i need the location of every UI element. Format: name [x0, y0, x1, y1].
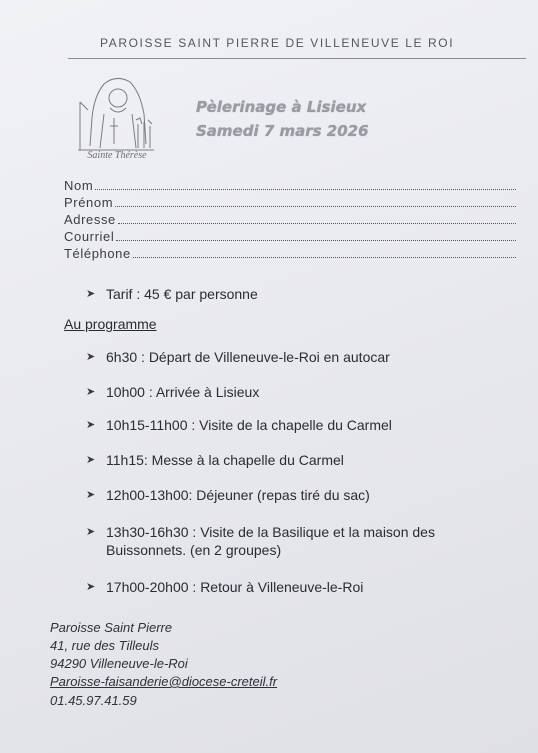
contact-phone: 01.45.97.41.59 [50, 693, 137, 708]
contact-name: Paroisse Saint Pierre [50, 620, 173, 635]
field-label: Nom [64, 178, 94, 193]
programme-text: 10h00 : Arrivée à Lisieux [106, 384, 260, 400]
field-label: Adresse [64, 212, 116, 227]
tarif-text: Tarif : 45 € par personne [106, 286, 258, 302]
header-divider [68, 58, 526, 59]
form-field-nom[interactable] [64, 176, 516, 193]
programme-text: 13h30-16h30 : Visite de la Basilique et la maison des Buissonnets. (en 2 groupes) [106, 524, 435, 558]
form-field-telephone[interactable] [64, 244, 516, 261]
programme-text: 11h15: Messe à la chapelle du Carmel [106, 452, 344, 468]
programme-text: 12h00-13h00: Déjeuner (repas tiré du sac) [106, 487, 370, 503]
dotted-line [118, 222, 516, 224]
programme-heading: Au programme [64, 316, 157, 332]
arrow-bullet-icon: ➤ [86, 419, 96, 431]
form-field-courriel[interactable] [64, 227, 516, 244]
programme-text: 17h00-20h00 : Retour à Villeneuve-le-Roi [106, 579, 364, 595]
field-label: Courriel [64, 229, 115, 244]
field-label: Téléphone [64, 246, 131, 261]
event-date: Samedi 7 mars 2026 [196, 122, 369, 140]
form-field-prenom[interactable] [64, 193, 516, 210]
field-label: Prénom [64, 195, 114, 210]
arrow-bullet-icon: ➤ [86, 581, 96, 593]
arrow-bullet-icon: ➤ [86, 489, 96, 501]
arrow-bullet-icon: ➤ [86, 526, 96, 538]
dotted-line [116, 239, 516, 241]
contact-city: 94290 Villeneuve-le-Roi [50, 656, 188, 671]
event-title: Pèlerinage à Lisieux [196, 98, 367, 116]
parish-header: PAROISSE SAINT PIERRE DE VILLENEUVE LE ROI [100, 36, 455, 50]
dotted-line [133, 256, 516, 258]
arrow-bullet-icon: ➤ [86, 351, 96, 363]
contact-street: 41, rue des Tilleuls [50, 638, 159, 653]
arrow-bullet-icon: ➤ [86, 386, 96, 398]
dotted-line [115, 205, 516, 207]
dotted-line [95, 188, 516, 190]
contact-email-link[interactable]: Paroisse-faisanderie@diocese-creteil.fr [50, 674, 278, 689]
logo-caption: Sainte Thérèse [87, 150, 147, 161]
arrow-bullet-icon: ➤ [86, 454, 96, 466]
form-field-adresse[interactable] [64, 210, 516, 227]
arrow-bullet-icon: ➤ [86, 288, 96, 300]
programme-text: 10h15-11h00 : Visite de la chapelle du Carmel [106, 417, 392, 433]
programme-text: 6h30 : Départ de Villeneuve-le-Roi en autocar [106, 349, 390, 365]
